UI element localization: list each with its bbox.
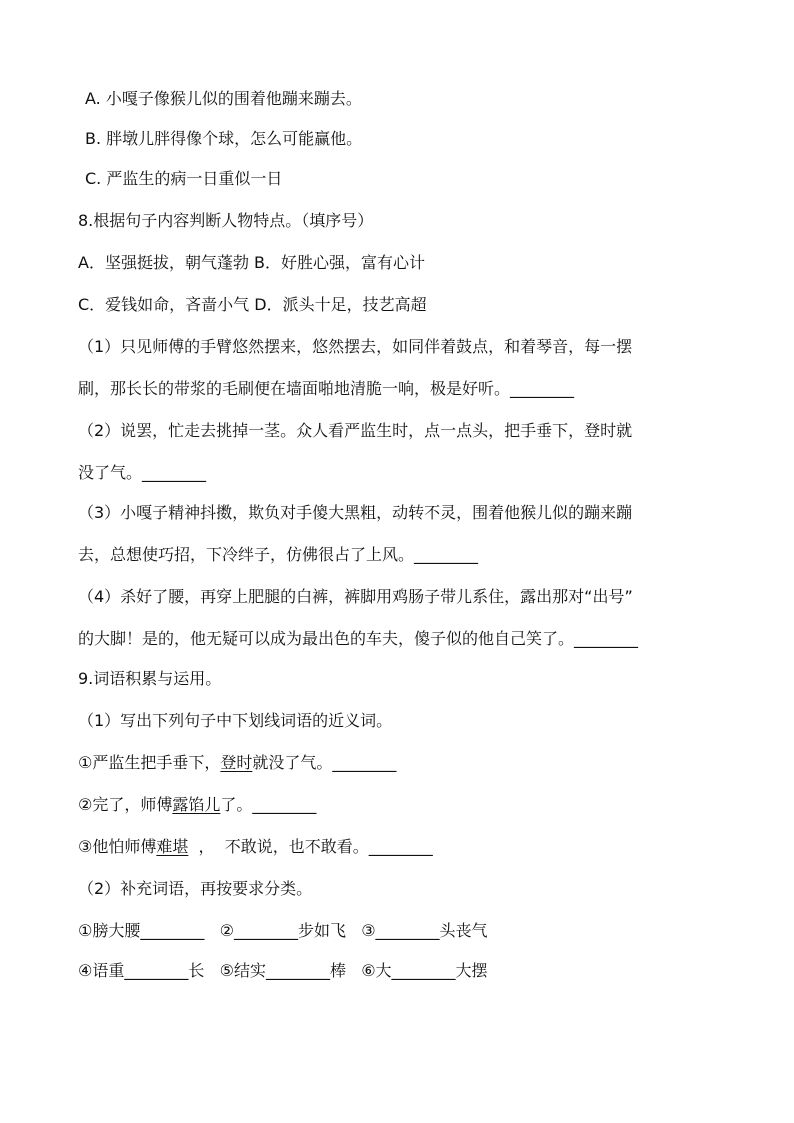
item-2-suffix: 了。________ xyxy=(220,795,317,814)
question-9-1-item-3 xyxy=(78,836,734,858)
question-9-2-row-2: ④语重________长 ⑤结实________棒 ⑥大________大摆 xyxy=(78,961,488,980)
item-1-prefix: ①严监生把手垂下， xyxy=(78,753,221,772)
question-9-part-1-title: （1）写出下列句子中下划线词语的近义词。 xyxy=(78,711,393,730)
question-9-1-item-2 xyxy=(78,794,734,816)
item-1-underlined-word: 登时 xyxy=(220,753,253,772)
question-9-1-item-1 xyxy=(78,752,734,774)
question-8-options-cd: C．爱钱如命，吝啬小气 D．派头十足，技艺高超 xyxy=(78,295,427,314)
item-3-underlined-word: 难堪 xyxy=(156,837,189,856)
question-8-title: 8.根据句子内容判断人物特点。（填序号） xyxy=(78,211,374,230)
question-8-item-3-line2: 去，总想使巧招，下冷绊子，仿佛很占了上风。________ xyxy=(78,545,479,564)
question-8-item-4-line2: 的大脚！是的，他无疑可以成为最出色的车夫，傻子似的他自己笑了。________ xyxy=(78,629,639,648)
question-8-item-4-line1: （4）杀好了腰，再穿上肥腿的白裤，裤脚用鸡肠子带儿系住，露出那对“出号” xyxy=(78,587,633,606)
question-9-2-row-1: ①膀大腰________ ②________步如飞 ③________头丧气 xyxy=(78,921,488,940)
question-8-item-1-line1: （1）只见师傅的手臂悠然摆来，悠然摆去，如同伴着鼓点，和着琴音，每一摆 xyxy=(78,337,633,356)
question-9-title: 9.词语积累与运用。 xyxy=(78,669,222,688)
question-8-item-1-line2: 刷，那长长的带浆的毛刷便在墙面啪地清脆一响，极是好听。________ xyxy=(78,379,575,398)
option-7a: A. 小嘎子像猴儿似的围着他蹦来蹦去。 xyxy=(85,89,362,108)
item-3-suffix: ， 不敢说，也不敢看。________ xyxy=(188,837,433,856)
option-7c: C. 严监生的病一日重似一日 xyxy=(85,169,283,188)
question-8-item-3-line1: （3）小嘎子精神抖擞，欺负对手傻大黑粗，动转不灵，围着他猴儿似的蹦来蹦 xyxy=(78,503,633,522)
option-7b: B. 胖墩儿胖得像个球，怎么可能赢他。 xyxy=(85,129,363,148)
question-8-options-ab: A．坚强挺拔，朝气蓬勃 B．好胜心强，富有心计 xyxy=(78,253,426,272)
question-9-part-2-title: （2）补充词语，再按要求分类。 xyxy=(78,879,313,898)
question-8-item-2-line2: 没了气。________ xyxy=(78,463,207,482)
question-8-item-2-line1: （2）说罢，忙走去挑掉一茎。众人看严监生时，点一点头，把手垂下，登时就 xyxy=(78,421,633,440)
item-2-underlined-word: 露馅儿 xyxy=(172,795,221,814)
item-3-prefix: ③他怕师傅 xyxy=(78,837,157,856)
item-2-prefix: ②完了，师傅 xyxy=(78,795,173,814)
item-1-suffix: 就没了气。________ xyxy=(252,753,397,772)
